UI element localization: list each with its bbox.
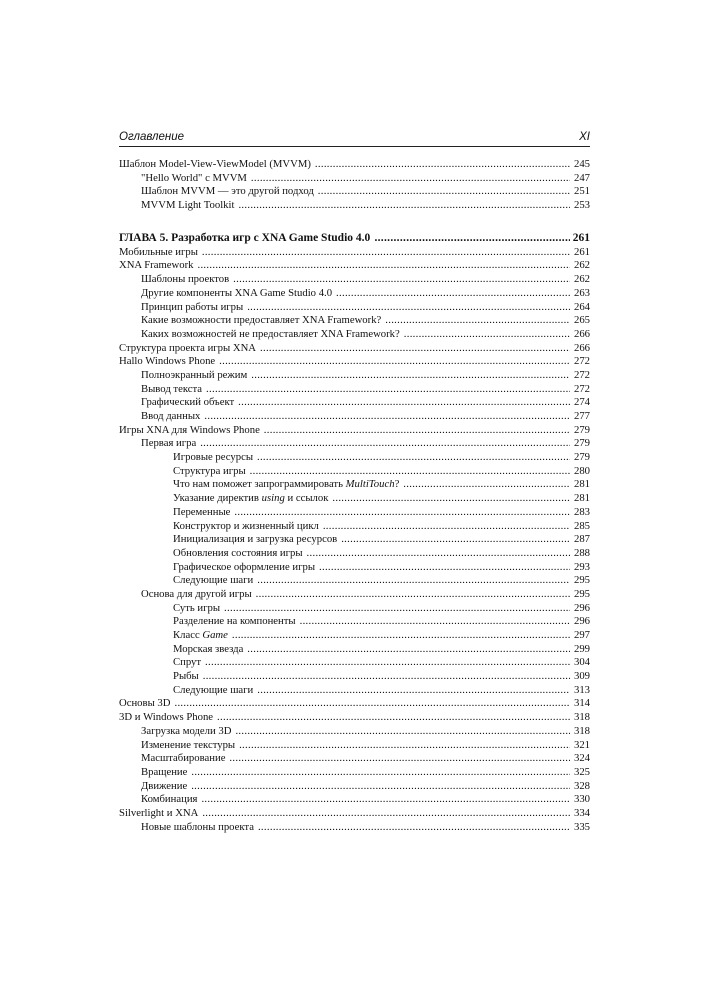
toc-entry bbox=[119, 314, 590, 328]
toc-page-number: 263 bbox=[573, 286, 590, 299]
toc-page-number: 296 bbox=[573, 601, 590, 614]
toc-entry-title: Следующие шаги ..... bbox=[119, 684, 570, 698]
toc-page-number: 247 bbox=[573, 171, 590, 184]
toc-entry bbox=[119, 739, 590, 753]
toc-entry-title: Указание директив using и ссылок ..... bbox=[119, 492, 570, 506]
toc-entry bbox=[119, 574, 590, 588]
header-page-number: XI bbox=[579, 131, 590, 143]
toc-page-number: 321 bbox=[573, 738, 590, 751]
toc-entry-title: Рыбы ..... bbox=[119, 670, 570, 684]
toc-page-number: 283 bbox=[573, 505, 590, 518]
toc-entry-title: Шаблон Model-View-ViewModel (MVVM) ..... bbox=[119, 158, 570, 172]
toc-page-number: 280 bbox=[573, 464, 590, 477]
toc-page-number: 279 bbox=[573, 451, 590, 464]
toc-page-number: 297 bbox=[573, 629, 590, 641]
toc-entry-title: Вывод текста ..... bbox=[119, 383, 570, 397]
toc-entry-title: Принцип работы игры ..... bbox=[119, 301, 570, 315]
toc-entry-title: Структура игры ..... bbox=[119, 465, 570, 479]
toc-page-number: 313 bbox=[573, 683, 590, 696]
toc-page-number: 245 bbox=[573, 158, 590, 170]
toc-entry-title: Silverlight и XNA ..... bbox=[119, 807, 570, 821]
toc-entry-title: Структура проекта игры XNA ..... bbox=[119, 342, 570, 356]
toc-entry bbox=[119, 725, 590, 739]
toc-page-number: 266 bbox=[573, 341, 590, 354]
toc-entry bbox=[119, 821, 590, 835]
toc-page-number: 295 bbox=[573, 587, 590, 600]
toc-chapter-heading bbox=[119, 230, 590, 246]
toc-entry-title: Основа для другой игры ..... bbox=[119, 588, 570, 602]
toc-entry-title: Комбинация ..... bbox=[119, 793, 570, 807]
toc-entry bbox=[119, 506, 590, 520]
toc-entry-title: Шаблоны проектов ..... bbox=[119, 273, 570, 287]
toc-entry-title: Морская звезда ..... bbox=[119, 643, 570, 657]
toc-entry-title: Графический объект ..... bbox=[119, 396, 570, 410]
toc-entry bbox=[119, 807, 590, 821]
toc-page-number: 281 bbox=[573, 492, 590, 505]
toc-entry bbox=[119, 697, 590, 711]
toc-entry bbox=[119, 492, 590, 506]
toc-entry-title: Движение ..... bbox=[119, 780, 570, 794]
running-header bbox=[119, 128, 590, 147]
toc-entry bbox=[119, 656, 590, 670]
toc-entry bbox=[119, 684, 590, 698]
toc-page-number: 277 bbox=[573, 410, 590, 422]
toc-entry-title: Hallo Windows Phone ..... bbox=[119, 355, 570, 369]
toc-page-number: 262 bbox=[573, 259, 590, 272]
toc-page-number: 251 bbox=[573, 185, 590, 198]
toc-entry bbox=[119, 437, 590, 451]
toc-entry bbox=[119, 199, 590, 213]
toc-entry-title: Мобильные игры ..... bbox=[119, 246, 570, 260]
toc-entry-title: Какие возможности предоставляет XNA Framework? ..... bbox=[119, 314, 570, 328]
toc-entry-title: Первая игра ..... bbox=[119, 437, 570, 451]
toc-entry-title: Графическое оформление игры ..... bbox=[119, 561, 570, 575]
toc-page-number: 318 bbox=[573, 711, 590, 724]
toc-page-number: 281 bbox=[573, 478, 590, 491]
toc-entry-title: Вращение ..... bbox=[119, 766, 570, 780]
toc-entry-title: "Hello World" с MVVM ..... bbox=[119, 172, 570, 186]
toc-entry-title: 3D и Windows Phone ..... bbox=[119, 711, 570, 725]
toc-page-number: 288 bbox=[573, 546, 590, 559]
toc-entry bbox=[119, 355, 590, 369]
toc-entry-title: Конструктор и жизненный цикл ..... bbox=[119, 520, 570, 534]
toc-page-number: 279 bbox=[573, 437, 590, 450]
toc-page-number: 287 bbox=[573, 533, 590, 546]
toc-page-number: 253 bbox=[573, 199, 590, 212]
toc-entry bbox=[119, 561, 590, 575]
toc-entry bbox=[119, 259, 590, 273]
toc-page-number: 264 bbox=[573, 300, 590, 313]
toc-page-number: 272 bbox=[573, 368, 590, 381]
toc-entry bbox=[119, 615, 590, 629]
toc-entry-title: ГЛАВА 5. Разработка игр с XNA Game Studio 4.0 ..... bbox=[119, 230, 570, 246]
toc-page-number: 314 bbox=[573, 697, 590, 710]
toc-entry bbox=[119, 273, 590, 287]
toc-entry bbox=[119, 588, 590, 602]
toc-page-number: 324 bbox=[573, 752, 590, 765]
toc-page-number: 334 bbox=[573, 806, 590, 819]
toc-entry-title: Шаблон MVVM — это другой подход ..... bbox=[119, 185, 570, 199]
toc-entry bbox=[119, 301, 590, 315]
toc-entry-title: Инициализация и загрузка ресурсов ..... bbox=[119, 533, 570, 547]
toc-entry bbox=[119, 780, 590, 794]
toc-page-number: 296 bbox=[573, 615, 590, 628]
header-section-title: Оглавление bbox=[119, 131, 184, 143]
toc-entry-title: Спрут ..... bbox=[119, 656, 570, 670]
toc-entry bbox=[119, 670, 590, 684]
toc-page-number: 272 bbox=[573, 382, 590, 395]
toc-page-number: 293 bbox=[573, 560, 590, 573]
toc-page-number: 299 bbox=[573, 642, 590, 655]
toc-entry bbox=[119, 533, 590, 547]
toc-entry-title: Суть игры ..... bbox=[119, 602, 570, 616]
toc-entry-title: Разделение на компоненты ..... bbox=[119, 615, 570, 629]
toc-entry bbox=[119, 766, 590, 780]
toc-entry-title: Игры XNA для Windows Phone ..... bbox=[119, 424, 570, 438]
toc-entry-title: MVVM Light Toolkit ..... bbox=[119, 199, 570, 213]
toc-page-number: 261 bbox=[573, 245, 590, 258]
toc-entry-title: Ввод данных ..... bbox=[119, 410, 570, 424]
toc-entry-title: Изменение текстуры ..... bbox=[119, 739, 570, 753]
toc-entry-title: Класс Game ..... bbox=[119, 629, 570, 643]
toc-page-number: 265 bbox=[573, 314, 590, 327]
toc-entry bbox=[119, 369, 590, 383]
toc-entry bbox=[119, 246, 590, 260]
toc-page-number: 261 bbox=[572, 231, 590, 244]
toc-page-number: 279 bbox=[573, 423, 590, 436]
toc-entry-title: XNA Framework ..... bbox=[119, 259, 570, 273]
toc-entry-title: Каких возможностей не предоставляет XNA Framework? ..... bbox=[119, 328, 570, 342]
toc-entry bbox=[119, 643, 590, 657]
toc-entry-title: Загрузка модели 3D ..... bbox=[119, 725, 570, 739]
toc-page-number: 262 bbox=[573, 273, 590, 286]
toc-entry-title: Основы 3D ..... bbox=[119, 697, 570, 711]
toc-page-number: 274 bbox=[573, 396, 590, 409]
toc-entry bbox=[119, 793, 590, 807]
toc-page-number: 309 bbox=[573, 670, 590, 683]
toc-entry bbox=[119, 172, 590, 186]
toc-entry bbox=[119, 478, 590, 492]
toc-entry-title: Полноэкранный режим ..... bbox=[119, 369, 570, 383]
toc-entry bbox=[119, 547, 590, 561]
toc-page-number: 266 bbox=[573, 327, 590, 340]
toc-page-number: 335 bbox=[573, 820, 590, 833]
toc-entry-title: Следующие шаги ..... bbox=[119, 574, 570, 588]
toc-entry bbox=[119, 752, 590, 766]
toc-entry bbox=[119, 424, 590, 438]
toc-entry bbox=[119, 287, 590, 301]
toc-entry-title: Что нам поможет запрограммировать MultiTouch? ..... bbox=[119, 478, 570, 492]
toc-page-number: 295 bbox=[573, 574, 590, 587]
toc-page-number: 328 bbox=[573, 779, 590, 792]
toc-entry-title: Игровые ресурсы ..... bbox=[119, 451, 570, 465]
toc-page-number: 285 bbox=[573, 519, 590, 532]
toc-entry-title: Масштабирование ..... bbox=[119, 752, 570, 766]
toc-entry bbox=[119, 451, 590, 465]
toc-entry bbox=[119, 711, 590, 725]
toc-page-number: 330 bbox=[573, 793, 590, 806]
toc-entry bbox=[119, 328, 590, 342]
toc-entry bbox=[119, 410, 590, 424]
toc-entry bbox=[119, 520, 590, 534]
toc-entry bbox=[119, 629, 590, 643]
toc-entry-title: Другие компоненты XNA Game Studio 4.0 ..... bbox=[119, 287, 570, 301]
toc-entry bbox=[119, 185, 590, 199]
toc-entry-title: Новые шаблоны проекта ..... bbox=[119, 821, 570, 835]
table-of-contents bbox=[119, 158, 590, 834]
toc-entry bbox=[119, 465, 590, 479]
toc-entry bbox=[119, 158, 590, 172]
toc-entry bbox=[119, 396, 590, 410]
toc-entry bbox=[119, 342, 590, 356]
toc-page-number: 318 bbox=[573, 724, 590, 737]
toc-entry-title: Обновления состояния игры ..... bbox=[119, 547, 570, 561]
toc-page-number: 325 bbox=[573, 765, 590, 778]
toc-entry-title: Переменные ..... bbox=[119, 506, 570, 520]
toc-entry bbox=[119, 383, 590, 397]
toc-page-number: 304 bbox=[573, 656, 590, 669]
toc-page-number: 272 bbox=[573, 355, 590, 368]
toc-entry bbox=[119, 602, 590, 616]
